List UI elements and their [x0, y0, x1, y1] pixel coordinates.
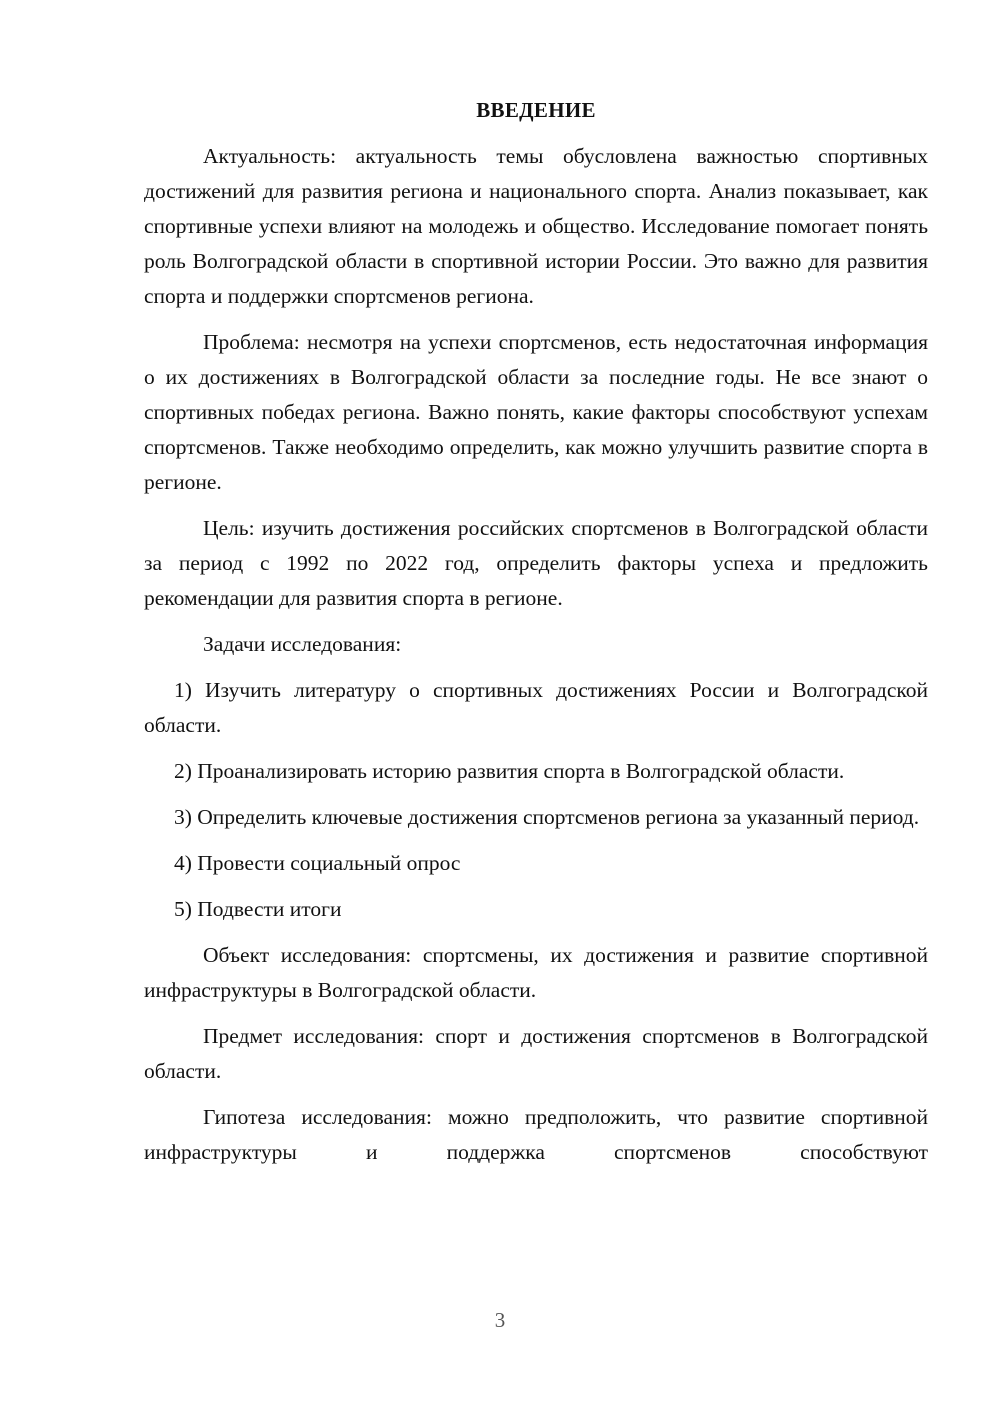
- paragraph-subject: Предмет исследования: спорт и достижения спортсменов в Волгоградской области.: [144, 1024, 928, 1083]
- paragraph-hypothesis: Гипотеза исследования: можно предположить, что развитие спортивной инфраструктуры и поддержка спортсменов способствуют: [144, 1105, 928, 1164]
- task-item: 2) Проанализировать историю развития спорта в Волгоградской области.: [174, 759, 845, 783]
- paragraph-problem: Проблема: несмотря на успехи спортсменов, есть недостаточная информация о их достижениях в Волгоградской области за последние годы. Не все знают о спортивных победах региона. Важно понять, какие факторы способствуют успехам спортсменов. Также необходимо определить, как можно улучшить развитие спорта в регионе.: [144, 330, 928, 494]
- page-content: [144, 93, 928, 1181]
- paragraph-tasks-heading: Задачи исследования:: [203, 632, 402, 656]
- page-number: 3: [494, 1308, 506, 1332]
- paragraph-object: Объект исследования: спортсмены, их достижения и развитие спортивной инфраструктуры в Волгоградской области.: [144, 943, 928, 1002]
- section-title: ВВЕДЕНИЕ: [476, 98, 596, 122]
- task-item: 3) Определить ключевые достижения спортсменов региона за указанный период.: [174, 805, 920, 829]
- task-item: 4) Провести социальный опрос: [174, 851, 461, 875]
- task-item: 5) Подвести итоги: [174, 897, 342, 921]
- paragraph-relevance: Актуальность: актуальность темы обусловлена важностью спортивных достижений для развития региона и национального спорта. Анализ показывает, как спортивные успехи влияют на молодежь и общество. Исследование помогает понять роль Волгоградской области в спортивной истории России. Это важно для развития спорта и поддержки спортсменов региона.: [144, 144, 928, 308]
- task-item: 1) Изучить литературу о спортивных достижениях России и Волгоградской области.: [144, 678, 928, 737]
- paragraph-goal: Цель: изучить достижения российских спортсменов в Волгоградской области за период с 1992 по 2022 год, определить факторы успеха и предложить рекомендации для развития спорта в регионе.: [144, 516, 928, 610]
